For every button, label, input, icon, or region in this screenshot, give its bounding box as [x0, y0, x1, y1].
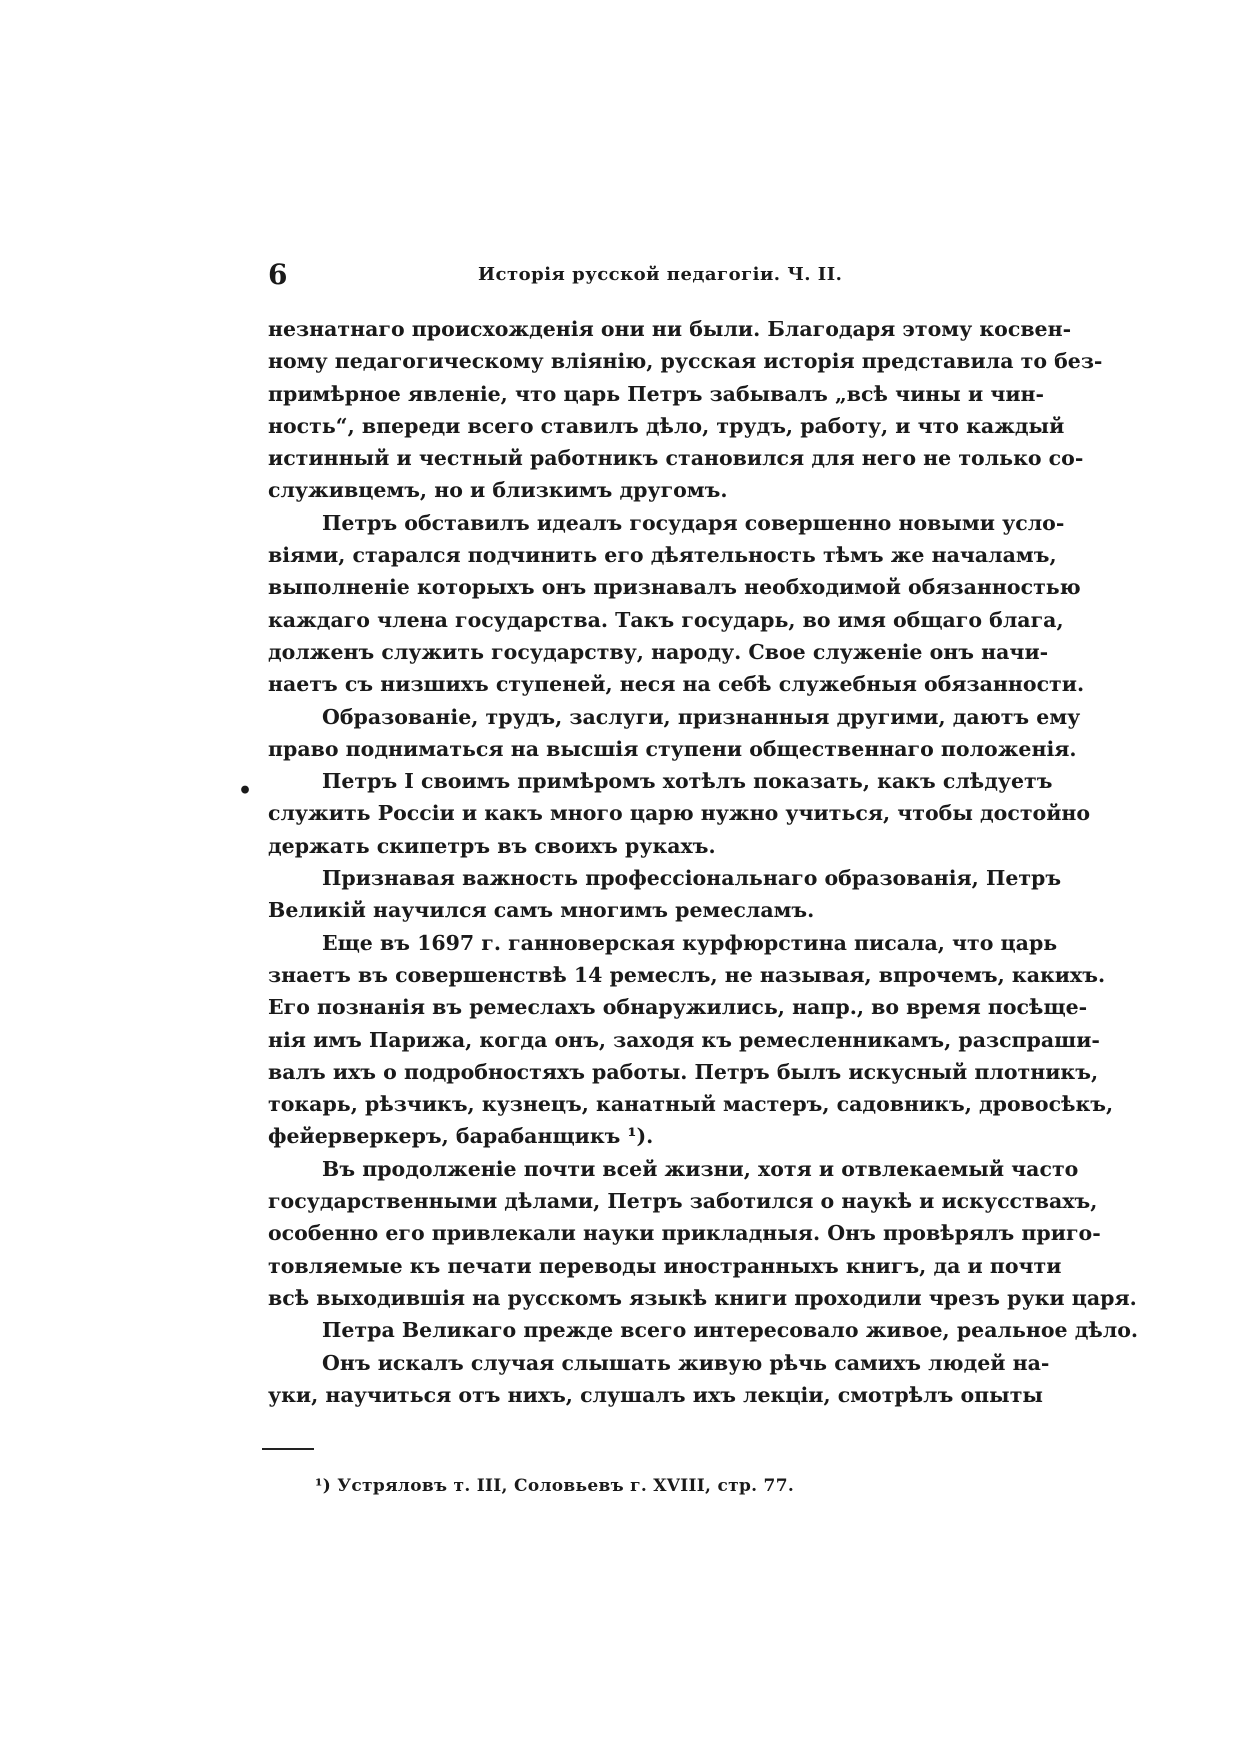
text-line: ному педагогическому вліянію, русская исторія представила то без-	[268, 349, 1103, 374]
text-line: ность“, впереди всего ставилъ дѣло, трудъ, работу, и что каждый	[268, 413, 1065, 438]
text-line: служивцемъ, но и близкимъ другомъ.	[268, 478, 728, 503]
text-line: товляемые къ печати переводы иностранныхъ книгъ, да и почти	[268, 1253, 1062, 1278]
text-line: истинный и честный работникъ становился для него не только со-	[268, 446, 1084, 471]
text-line: всѣ выходившія на русскомъ языкѣ книги проходили чрезъ руки царя.	[268, 1285, 1137, 1310]
text-line: Образованіе, трудъ, заслуги, признанныя другими, даютъ ему	[322, 704, 1081, 729]
text-line: Еще въ 1697 г. ганноверская курфюрстина писала, что царь	[322, 930, 1058, 955]
text-line: фейерверкеръ, барабанщикъ ¹).	[268, 1124, 654, 1149]
body-text	[268, 313, 1139, 1411]
text-line: наетъ съ низшихъ ступеней, неся на себѣ служебныя обязанности.	[268, 672, 1085, 697]
text-line: токарь, рѣзчикъ, кузнецъ, канатный мастеръ, садовникъ, дровосѣкъ,	[268, 1092, 1114, 1117]
text-line: знаетъ въ совершенствѣ 14 ремеслъ, не называя, впрочемъ, какихъ.	[268, 962, 1106, 987]
text-line: віями, старался подчинить его дѣятельность тѣмъ же началамъ,	[268, 543, 1057, 568]
text-line: выполненіе которыхъ онъ признавалъ необходимой обязанностью	[268, 575, 1081, 600]
text-line: Петра Великаго прежде всего интересовало живое, реальное дѣло.	[322, 1318, 1139, 1343]
page-number: 6	[268, 258, 288, 291]
text-line: незнатнаго происхожденія они ни были. Благодаря этому косвен-	[268, 317, 1072, 341]
footnote-rule	[262, 1448, 314, 1450]
text-line: валъ ихъ о подробностяхъ работы. Петръ былъ искусный плотникъ,	[268, 1059, 1099, 1084]
margin-bullet: •	[238, 778, 253, 804]
page-header	[268, 258, 996, 298]
text-line: государственными дѣлами, Петръ заботился о наукѣ и искусствахъ,	[268, 1189, 1098, 1214]
text-line: Великій научился самъ многимъ ремесламъ.	[268, 898, 815, 923]
text-line: Петръ I своимъ примѣромъ хотѣлъ показать, какъ слѣдуетъ	[322, 769, 1053, 794]
text-line: служить Россіи и какъ много царю нужно учиться, чтобы достойно	[268, 801, 1091, 826]
text-line: право подниматься на высшія ступени общественнаго положенія.	[268, 736, 1077, 761]
text-line: Признавая важность профессіональнаго образованія, Петръ	[322, 866, 1062, 891]
text-line: Въ продолженіе почти всей жизни, хотя и отвлекаемый часто	[322, 1156, 1079, 1181]
text-line: Его познанія въ ремеслахъ обнаружились, напр., во время посѣще-	[268, 995, 1088, 1020]
text-line: держать скипетръ въ своихъ рукахъ.	[268, 833, 716, 858]
running-title: Исторія русской педагогіи. Ч. II.	[478, 264, 843, 285]
text-line: каждаго члена государства. Такъ государь, во имя общаго блага,	[268, 607, 1064, 632]
text-line: особенно его привлекали науки прикладныя. Онъ провѣрялъ приго-	[268, 1221, 1101, 1246]
text-line: Петръ обставилъ идеалъ государя совершенно новыми усло-	[322, 510, 1065, 535]
text-line: долженъ служить государству, народу. Свое служеніе онъ начи-	[268, 639, 1049, 664]
text-line: примѣрное явленіе, что царь Петръ забывалъ „всѣ чины и чин-	[268, 381, 1045, 406]
text-line: нія имъ Парижа, когда онъ, заходя къ ремесленникамъ, разспраши-	[268, 1027, 1100, 1052]
text-line: уки, научиться отъ нихъ, слушалъ ихъ лекціи, смотрѣлъ опыты	[268, 1382, 1043, 1407]
text-line: Онъ искалъ случая слышать живую рѣчь самихъ людей на-	[322, 1350, 1050, 1375]
footnote: ¹) Устряловъ т. III, Соловьевъ г. XVIII, стр. 77.	[315, 1476, 795, 1496]
